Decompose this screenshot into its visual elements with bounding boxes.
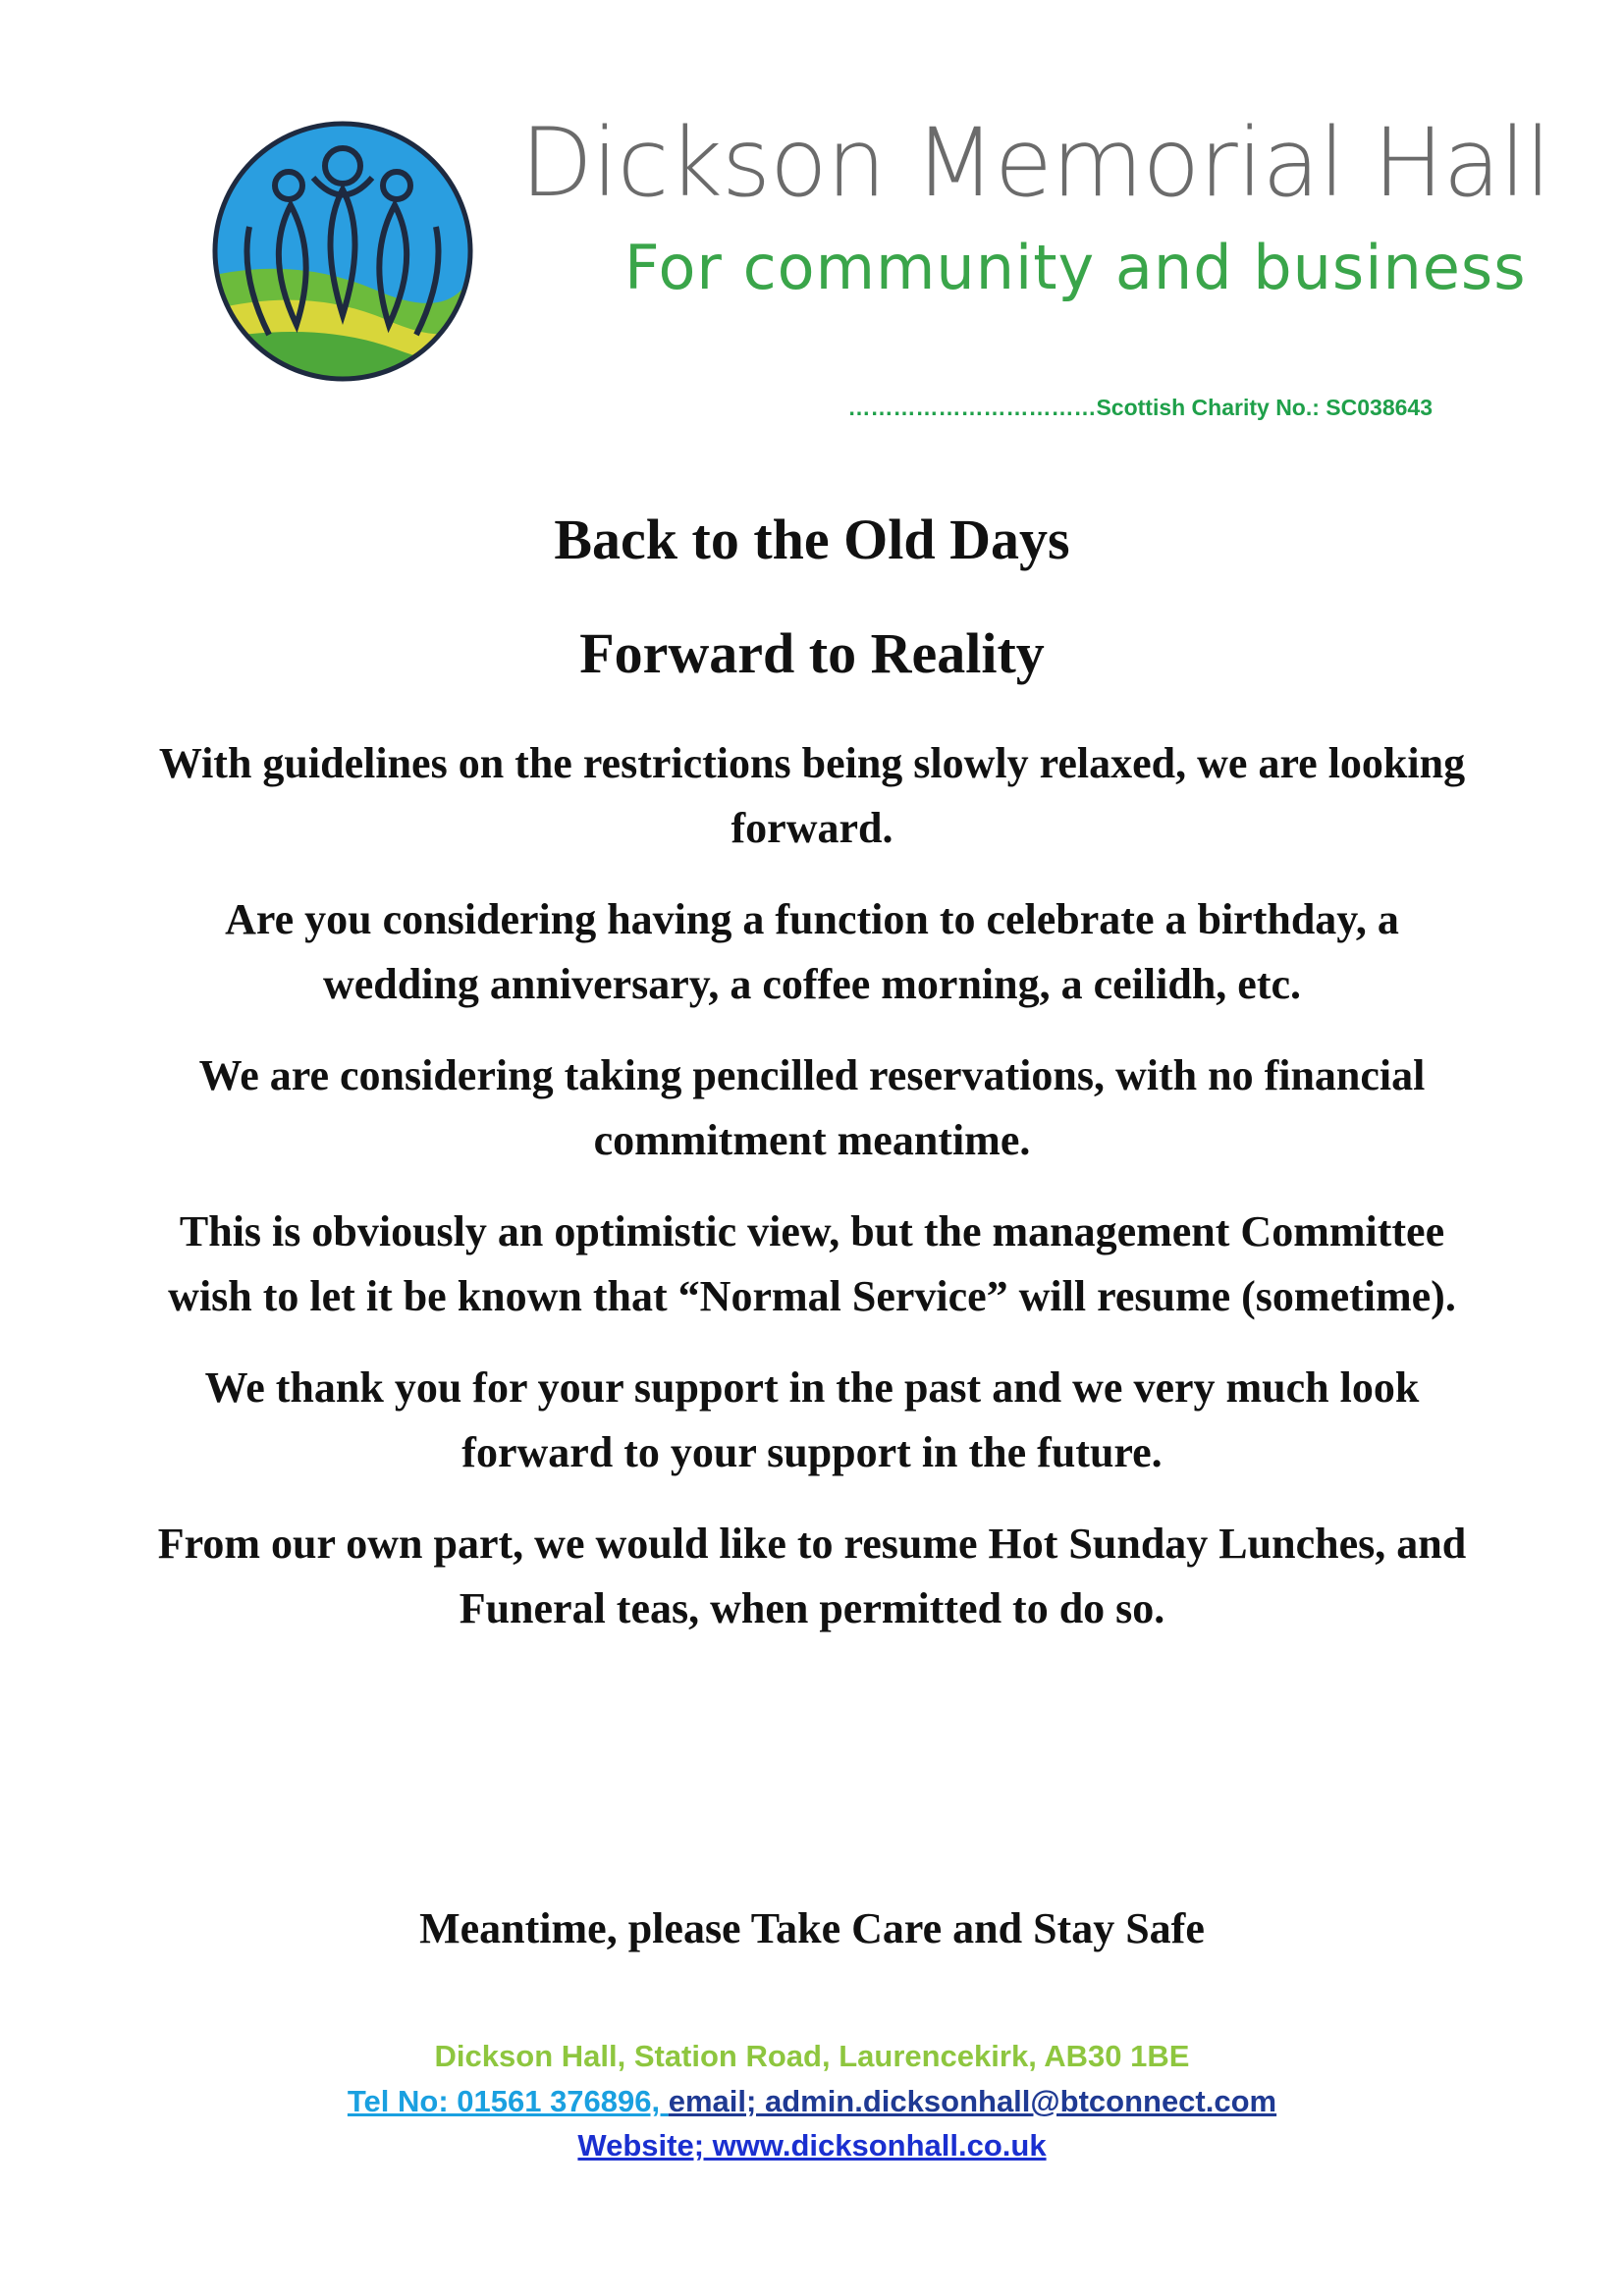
body-paragraphs [157, 731, 1467, 1668]
charity-text: Scottish Charity No.: SC038643 [1096, 395, 1433, 420]
paragraph-thanks: We thank you for your support in the past and we very much look forward to your support in the future. [204, 1363, 1420, 1476]
charity-number [847, 395, 1433, 421]
paragraph-optimistic: This is obviously an optimistic view, but the management Committee wish to let it be known that “Normal Service” will resume (sometime). [168, 1207, 1456, 1320]
footer-contact [0, 2079, 1624, 2124]
paragraph-function: Are you considering having a function to celebrate a birthday, a wedding anniversary, a coffee morning, a ceilidh, etc. [225, 895, 1399, 1008]
charity-dots: …………………………… [847, 395, 1097, 420]
email-link[interactable]: email; admin.dicksonhall@btconnect.com [668, 2084, 1277, 2118]
paragraph-guidelines: With guidelines on the restrictions being slowly relaxed, we are looking forward. [158, 739, 1466, 852]
website-link[interactable]: Website; www.dicksonhall.co.uk [577, 2128, 1047, 2163]
hall-name-logo: Dickson Memorial Hall [520, 108, 1550, 218]
hall-logo-emblem [210, 119, 475, 384]
page-title: Back to the Old Days [554, 507, 1070, 571]
footer-website [0, 2123, 1624, 2168]
footer-address: Dickson Hall, Station Road, Laurencekirk, AB30 1BE [434, 2039, 1190, 2073]
paragraph-reservations: We are considering taking pencilled reservations, with no financial commitment meantime. [198, 1051, 1426, 1164]
page-subtitle: Forward to Reality [579, 621, 1045, 685]
paragraph-lunches: From our own part, we would like to resume Hot Sunday Lunches, and Funeral teas, when permitted to do so. [157, 1520, 1467, 1632]
hall-tagline-logo: For community and business [624, 232, 1527, 303]
closing-message: Meantime, please Take Care and Stay Safe [419, 1904, 1205, 1952]
phone-link[interactable]: Tel No: 01561 376896, [347, 2084, 669, 2118]
